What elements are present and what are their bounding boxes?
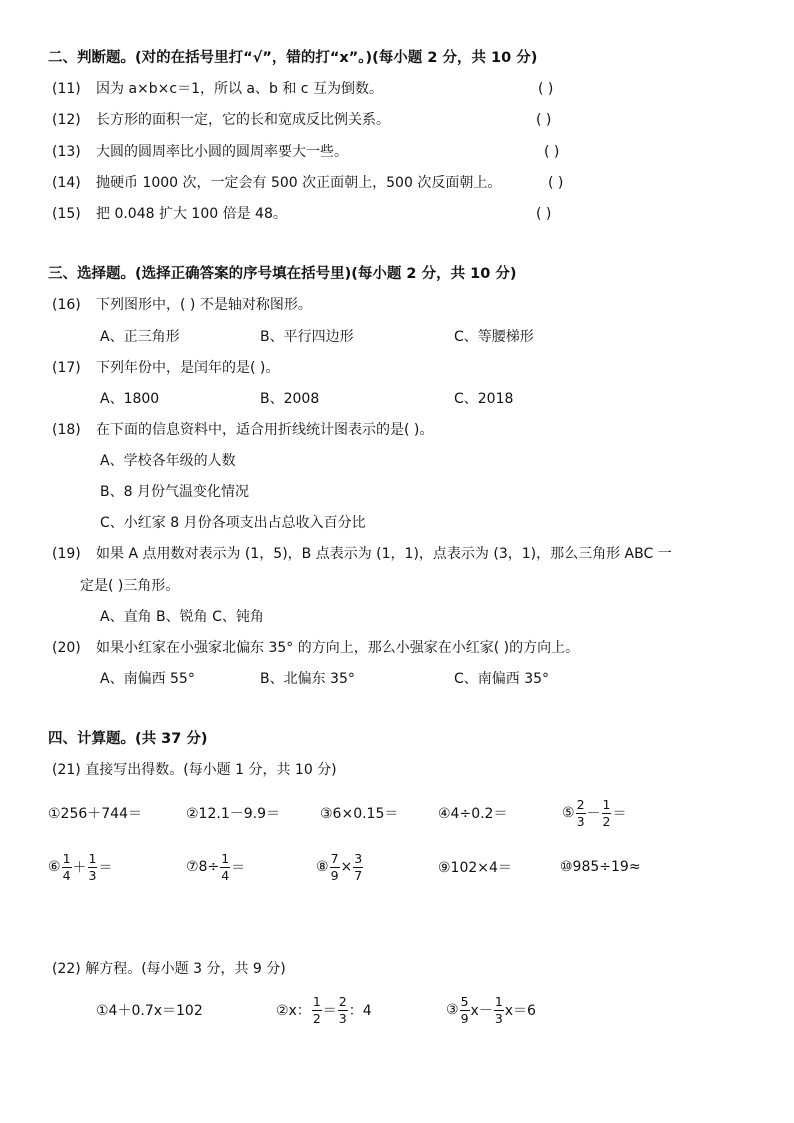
section2-heading: 二、判断题。(对的在括号里打“√”，错的打“x”。)(每小题 2 分，共 10 分) xyxy=(48,50,538,66)
q11-number: (11) xyxy=(52,81,81,97)
q13-number: (13) xyxy=(52,144,81,160)
q16-text: 下列图形中，( ) 不是轴对称图形。 xyxy=(96,297,312,313)
fraction: $\frac{2}{3}$ xyxy=(338,994,347,1026)
q19-options[interactable]: A、直角 B、锐角 C、钝角 xyxy=(100,609,264,625)
q18-option-a[interactable]: A、学校各年级的人数 xyxy=(100,453,236,469)
q18-number: (18) xyxy=(52,422,81,438)
fraction: $\frac{1}{3}$ xyxy=(88,851,97,883)
q12-answer-blank[interactable]: ( ) xyxy=(536,112,552,128)
q20-option-a[interactable]: A、南偏西 55° xyxy=(100,671,195,687)
q13-answer-blank[interactable]: ( ) xyxy=(544,144,560,160)
q15-text: 把 0.048 扩大 100 倍是 48。 xyxy=(96,206,287,222)
q20-option-c[interactable]: C、南偏西 35° xyxy=(454,671,550,687)
q17-option-a[interactable]: A、1800 xyxy=(100,391,160,407)
calc-5: ⑤ $\frac{2}{3}$ － $\frac{1}{2}$ ＝ xyxy=(562,797,627,829)
q18-text: 在下面的信息资料中，适合用折线统计图表示的是( )。 xyxy=(96,422,434,438)
equation-3: ③ $\frac{5}{9}$ x－ $\frac{1}{3}$ x＝6 xyxy=(446,994,536,1026)
section3-heading: 三、选择题。(选择正确答案的序号填在括号里)(每小题 2 分，共 10 分) xyxy=(48,266,517,282)
fraction: $\frac{1}{2}$ xyxy=(602,797,611,829)
q17-option-c[interactable]: C、2018 xyxy=(454,391,514,407)
q22-text: (22) 解方程。(每小题 3 分，共 9 分) xyxy=(52,961,286,977)
calc-9: ⑨102×4＝ xyxy=(438,860,512,876)
fraction: $\frac{7}{9}$ xyxy=(330,851,339,883)
q12-text: 长方形的面积一定，它的长和宽成反比例关系。 xyxy=(96,112,390,128)
q16-option-c[interactable]: C、等腰梯形 xyxy=(454,329,534,345)
q16-option-b[interactable]: B、平行四边形 xyxy=(260,329,354,345)
q21-text: (21) 直接写出得数。(每小题 1 分，共 10 分) xyxy=(52,762,337,778)
section4-heading: 四、计算题。(共 37 分) xyxy=(48,731,208,747)
q20-option-b[interactable]: B、北偏东 35° xyxy=(260,671,355,687)
q14-number: (14) xyxy=(52,175,81,191)
calc-3: ③6×0.15＝ xyxy=(320,806,399,822)
fraction: $\frac{5}{9}$ xyxy=(460,994,469,1026)
q18-option-b[interactable]: B、8 月份气温变化情况 xyxy=(100,484,249,500)
calc-2: ②12.1－9.9＝ xyxy=(186,806,280,822)
calc-7: ⑦8÷ $\frac{1}{4}$ ＝ xyxy=(186,851,246,883)
calc-8: ⑧ $\frac{7}{9}$ × $\frac{3}{7}$ xyxy=(316,851,363,883)
calc-10: ⑩985÷19≈ xyxy=(560,859,641,875)
q16-option-a[interactable]: A、正三角形 xyxy=(100,329,180,345)
q20-number: (20) xyxy=(52,640,81,656)
q13-text: 大圆的圆周率比小圆的圆周率要大一些。 xyxy=(96,144,348,160)
fraction: $\frac{1}{4}$ xyxy=(221,851,230,883)
q17-option-b[interactable]: B、2008 xyxy=(260,391,320,407)
q12-number: (12) xyxy=(52,112,81,128)
q14-text: 抛硬币 1000 次，一定会有 500 次正面朝上，500 次反面朝上。 xyxy=(96,175,502,191)
q16-number: (16) xyxy=(52,297,81,313)
fraction: $\frac{1}{3}$ xyxy=(494,994,503,1026)
calc-1: ①256＋744＝ xyxy=(48,806,142,822)
fraction: $\frac{2}{3}$ xyxy=(576,797,585,829)
fraction: $\frac{3}{7}$ xyxy=(354,851,363,883)
calc-6: ⑥ $\frac{1}{4}$ ＋ $\frac{1}{3}$ ＝ xyxy=(48,851,113,883)
q17-number: (17) xyxy=(52,360,81,376)
q20-text: 如果小红家在小强家北偏东 35° 的方向上，那么小强家在小红家( )的方向上。 xyxy=(96,640,580,656)
equation-1: ①4＋0.7x＝102 xyxy=(96,1003,203,1019)
fraction: $\frac{1}{4}$ xyxy=(62,851,71,883)
q19-text: 如果 A 点用数对表示为 (1，5)，B 点表示为 (1，1)，点表示为 (3，1)，那么三角形 ABC 一 xyxy=(96,546,672,562)
q19-number: (19) xyxy=(52,546,81,562)
q19-text-cont: 定是( )三角形。 xyxy=(80,578,180,594)
q15-answer-blank[interactable]: ( ) xyxy=(536,206,552,222)
q11-answer-blank[interactable]: ( ) xyxy=(538,81,554,97)
equation-2: ②x： $\frac{1}{2}$ ＝ $\frac{2}{3}$ ：4 xyxy=(276,994,372,1026)
q17-text: 下列年份中，是闰年的是( )。 xyxy=(96,360,280,376)
q18-option-c[interactable]: C、小红家 8 月份各项支出占总收入百分比 xyxy=(100,515,366,531)
q11-text: 因为 a×b×c＝1，所以 a、b 和 c 互为倒数。 xyxy=(96,81,383,97)
q14-answer-blank[interactable]: ( ) xyxy=(548,175,564,191)
calc-4: ④4÷0.2＝ xyxy=(438,806,508,822)
q15-number: (15) xyxy=(52,206,81,222)
fraction: $\frac{1}{2}$ xyxy=(312,994,321,1026)
